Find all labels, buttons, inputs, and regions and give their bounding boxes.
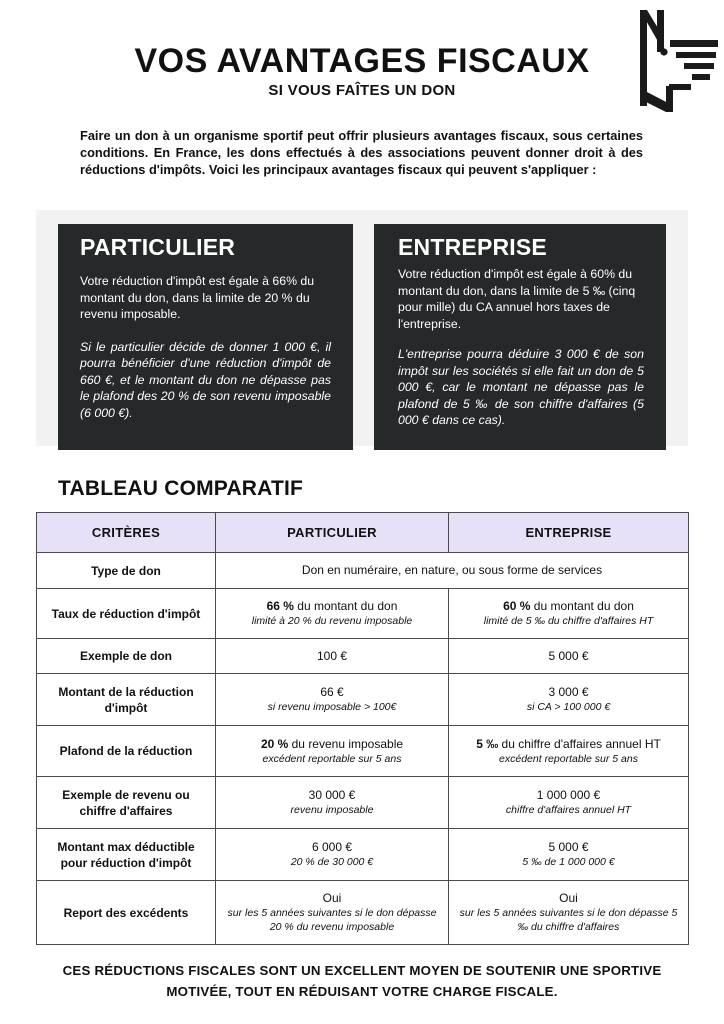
value-taux-particulier-bold: 66 % [266, 599, 294, 613]
card-entreprise-example: L'entreprise pourra déduire 3 000 € de son impôt sur les sociétés si elle fait un don de 5 000 €, car le montant ne dépasse pas le plafond de 5 ‰ de son chiffre d'affaires (5 000 € dans ce cas). [398, 347, 644, 427]
value-taux-particulier-rest: du montant du don [293, 599, 398, 613]
comparison-title: TABLEAU COMPARATIF [58, 477, 304, 500]
value-report-particulier [216, 881, 449, 945]
comparison-table [36, 512, 689, 945]
table-row [37, 553, 689, 589]
value-revenu-particulier-main: 30 000 € [308, 788, 356, 802]
table-row [37, 777, 689, 829]
table-row [37, 881, 689, 945]
value-plafond-particulier-bold: 20 % [260, 736, 289, 751]
table-row [37, 674, 689, 726]
intro-paragraph: Faire un don à un organisme sportif peut offrir plusieurs avantages fiscaux, sous certaines conditions. En France, les dons effectués à des associations peuvent donner droit à des réductions d'impôts. Voici les principaux avantages fiscaux qui peuvent s'appliquer : [80, 128, 643, 177]
table-row [37, 639, 689, 674]
value-plafond-entreprise-bold: 5 ‰ [476, 736, 499, 751]
table-row [37, 589, 689, 639]
card-entreprise [374, 224, 666, 450]
value-montant-reduction-particulier [216, 674, 449, 726]
value-revenu-entreprise-main: 1 000 000 € [536, 788, 601, 802]
card-entreprise-text: Votre réduction d'impôt est égale à 60% du montant du don, dans la limite de 5 ‰ (cinq pour mille) du CA annuel hors taxes de l'entreprise. [398, 267, 636, 331]
value-montant-reduction-particulier-main: 66 € [320, 685, 344, 699]
value-plafond-particulier [216, 726, 449, 777]
value-revenu-particulier-sub: revenu imposable [290, 804, 374, 816]
value-max-entreprise-sub: 5 ‰ de 1 000 000 € [522, 856, 615, 868]
value-max-particulier-main: 6 000 € [311, 840, 353, 854]
value-plafond-particulier-rest: du revenu imposable [288, 736, 404, 751]
value-revenu-particulier [216, 777, 449, 829]
card-particulier-title: PARTICULIER [80, 234, 236, 260]
page-subtitle: SI VOUS FAÎTES UN DON [268, 82, 456, 99]
value-taux-particulier-sub: limité à 20 % du revenu imposable [251, 615, 413, 627]
value-plafond-entreprise-sub: excédent reportable sur 5 ans [499, 752, 638, 765]
value-taux-entreprise-rest: du montant du don [530, 599, 634, 613]
value-montant-reduction-entreprise [449, 674, 689, 726]
value-plafond-entreprise [449, 726, 689, 777]
value-taux-entreprise-sub: limité de 5 ‰ du chiffre d'affaires HT [483, 615, 654, 627]
value-report-entreprise-sub: sur les 5 années suivantes si le don dépasse 5 ‰ du chiffre d'affaires [459, 907, 678, 933]
value-montant-reduction-particulier-sub: si revenu imposable > 100€ [267, 701, 397, 713]
value-report-entreprise-main: Oui [559, 891, 578, 905]
value-revenu-entreprise-sub: chiffre d'affaires annuel HT [505, 804, 632, 816]
table-header-row [37, 513, 689, 553]
table-row [37, 726, 689, 777]
value-max-entreprise [449, 829, 689, 881]
criterion-revenu: Exemple de revenu ou chiffre d'affaires [37, 777, 216, 829]
criterion-type-don: Type de don [37, 553, 216, 589]
value-report-particulier-main: Oui [322, 891, 342, 905]
header-entreprise: ENTREPRISE [449, 513, 689, 553]
closing-statement: CES RÉDUCTIONS FISCALES SONT UN EXCELLENT MOYEN DE SOUTENIR UNE SPORTIVE MOTIVÉE, TOUT EN RÉDUISANT VOTRE CHARGE FISCALE. [62, 963, 662, 999]
value-taux-entreprise-bold: 60 % [503, 599, 531, 613]
table-row [37, 829, 689, 881]
value-exemple-entreprise: 5 000 € [449, 639, 689, 674]
value-max-particulier-sub: 20 % de 30 000 € [290, 856, 374, 868]
card-entreprise-title: ENTREPRISE [398, 234, 547, 260]
card-particulier [58, 224, 353, 450]
criterion-montant-reduction: Montant de la réduction d'impôt [37, 674, 216, 726]
value-exemple-particulier: 100 € [216, 639, 449, 674]
value-max-entreprise-main: 5 000 € [548, 840, 589, 854]
criterion-plafond: Plafond de la réduction [37, 726, 216, 777]
value-montant-reduction-entreprise-sub: si CA > 100 000 € [526, 701, 611, 713]
criterion-taux: Taux de réduction d'impôt [37, 589, 216, 639]
value-report-entreprise [449, 881, 689, 945]
value-plafond-entreprise-rest: du chiffre d'affaires annuel HT [498, 736, 661, 751]
value-max-particulier [216, 829, 449, 881]
page-title: VOS AVANTAGES FISCAUX [134, 42, 590, 80]
value-taux-entreprise [449, 589, 689, 639]
value-revenu-entreprise [449, 777, 689, 829]
value-type-don: Don en numéraire, en nature, ou sous forme de services [216, 553, 689, 589]
value-montant-reduction-entreprise-main: 3 000 € [548, 685, 589, 699]
criterion-report: Report des excédents [37, 881, 216, 945]
criterion-max: Montant max déductible pour réduction d'impôt [37, 829, 216, 881]
criterion-exemple: Exemple de don [37, 639, 216, 674]
value-plafond-particulier-sub: excédent reportable sur 5 ans [262, 752, 402, 765]
value-report-particulier-sub: sur les 5 années suivantes si le don dépasse 20 % du revenu imposable [227, 907, 437, 933]
card-particulier-text: Votre réduction d'impôt est égale à 66% du montant du don, dans la limite de 20 % du revenu imposable. [80, 274, 315, 321]
header-particulier: PARTICULIER [216, 513, 449, 553]
header-criteres: CRITÈRES [37, 513, 216, 553]
value-taux-particulier [216, 589, 449, 639]
card-particulier-example: Si le particulier décide de donner 1 000 €, il pourra bénéficier d'une réduction d'impôt de 660 €, et le montant du don ne dépasse pas le plafond des 20 % de son revenu imposable (6 000 €). [80, 339, 331, 420]
